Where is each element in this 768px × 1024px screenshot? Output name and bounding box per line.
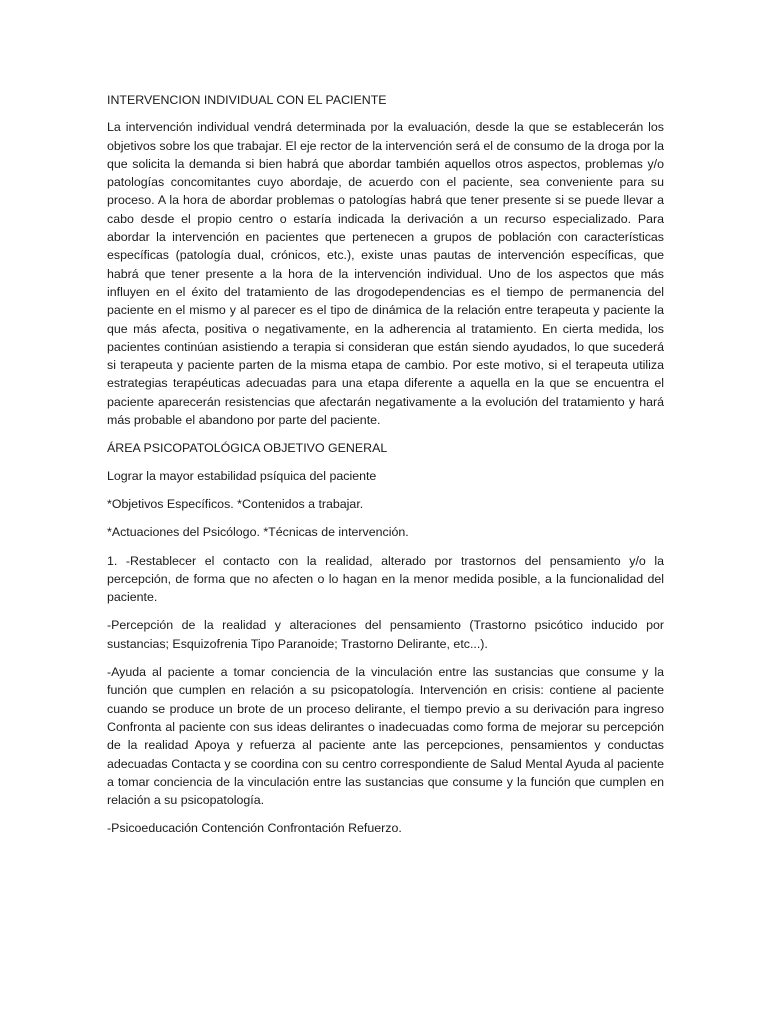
objectives-line: *Objetivos Específicos. *Contenidos a trabajar. <box>107 496 364 511</box>
help-paragraph: -Ayuda al paciente a tomar conciencia de la vinculación entre las sustancias que consume y la función que cumplen en relación a su psicopatología. Intervención en crisis: contiene al paciente cuando se produce un brote de un proceso delirante, el tiempo previo a su derivación para ingreso Confronta al paciente con sus ideas delirantes o inadecuadas como forma de mejorar su percepción de la realidad Apoya y refuerza al paciente ante las percepciones, pensamientos y conductas adecuadas Contacta y se coordina con su centro correspondiente de Salud Mental Ayuda al paciente a tomar conciencia de la vinculación entre las sustancias que consume y la función que cumplen en relación a su psicopatología. <box>107 665 664 808</box>
section-heading: ÁREA PSICOPATOLÓGICA OBJETIVO GENERAL <box>107 441 388 456</box>
intro-paragraph: La intervención individual vendrá determinada por la evaluación, desde la que se establecerán los objetivos sobre los que trabajar. El eje rector de la intervención será el de consumo de la droga por la que solicita la demanda si bien habrá que abordar también aquellos otros aspectos, problemas y/o patologías concomitantes cuyo abordaje, de acuerdo con el paciente, sea conveniente para su proceso. A la hora de abordar problemas o patologías habrá que tener presente si se puede llevar a cabo desde el propio centro o estaría indicada la derivación a un recurso especializado. Para abordar la intervención en pacientes que pertenecen a grupos de población con características específicas (patología dual, crónicos, etc.), existe unas pautas de intervención específicas, que habrá que tener presente a la hora de la intervención individual. Uno de los aspectos que más influyen en el éxito del tratamiento de las drogodependencias es el tiempo de permanencia del paciente en el mismo y al parecer es el tipo de dinámica de la relación entre terapeuta y paciente la que más afecta, positiva o negativamente, en la adherencia al tratamiento. En cierta medida, los pacientes continúan asistiendo a terapia si consideran que están siendo ayudados, lo que sucederá si terapeuta y paciente parten de la misma etapa de cambio. Por este motivo, si el terapeuta utiliza estrategias terapéuticas adecuadas para una etapa diferente a aquella en la que se encuentra el paciente aparecerán resistencias que afectarán negativamente a la evolución del tratamiento y hará más probable el abandono por parte del paciente. <box>107 120 664 428</box>
perception-paragraph: -Percepción de la realidad y alteraciones del pensamiento (Trastorno psicótico inducido por sustancias; Esquizofrenia Tipo Paranoide; Trastorno Delirante, etc...). <box>107 618 664 651</box>
general-objective: Lograr la mayor estabilidad psíquica del paciente <box>107 468 377 483</box>
document-title: INTERVENCION INDIVIDUAL CON EL PACIENTE <box>107 93 387 107</box>
actions-line: *Actuaciones del Psicólogo. *Técnicas de intervención. <box>107 525 409 540</box>
objective-item-1: 1. -Restablecer el contacto con la realidad, alterado por trastornos del pensamiento y/o la percepción, de forma que no afecten o lo hagan en la menor medida posible, a la funcionalidad del paciente. <box>107 553 664 605</box>
techniques-line: -Psicoeducación Contención Confrontación Refuerzo. <box>107 821 402 836</box>
